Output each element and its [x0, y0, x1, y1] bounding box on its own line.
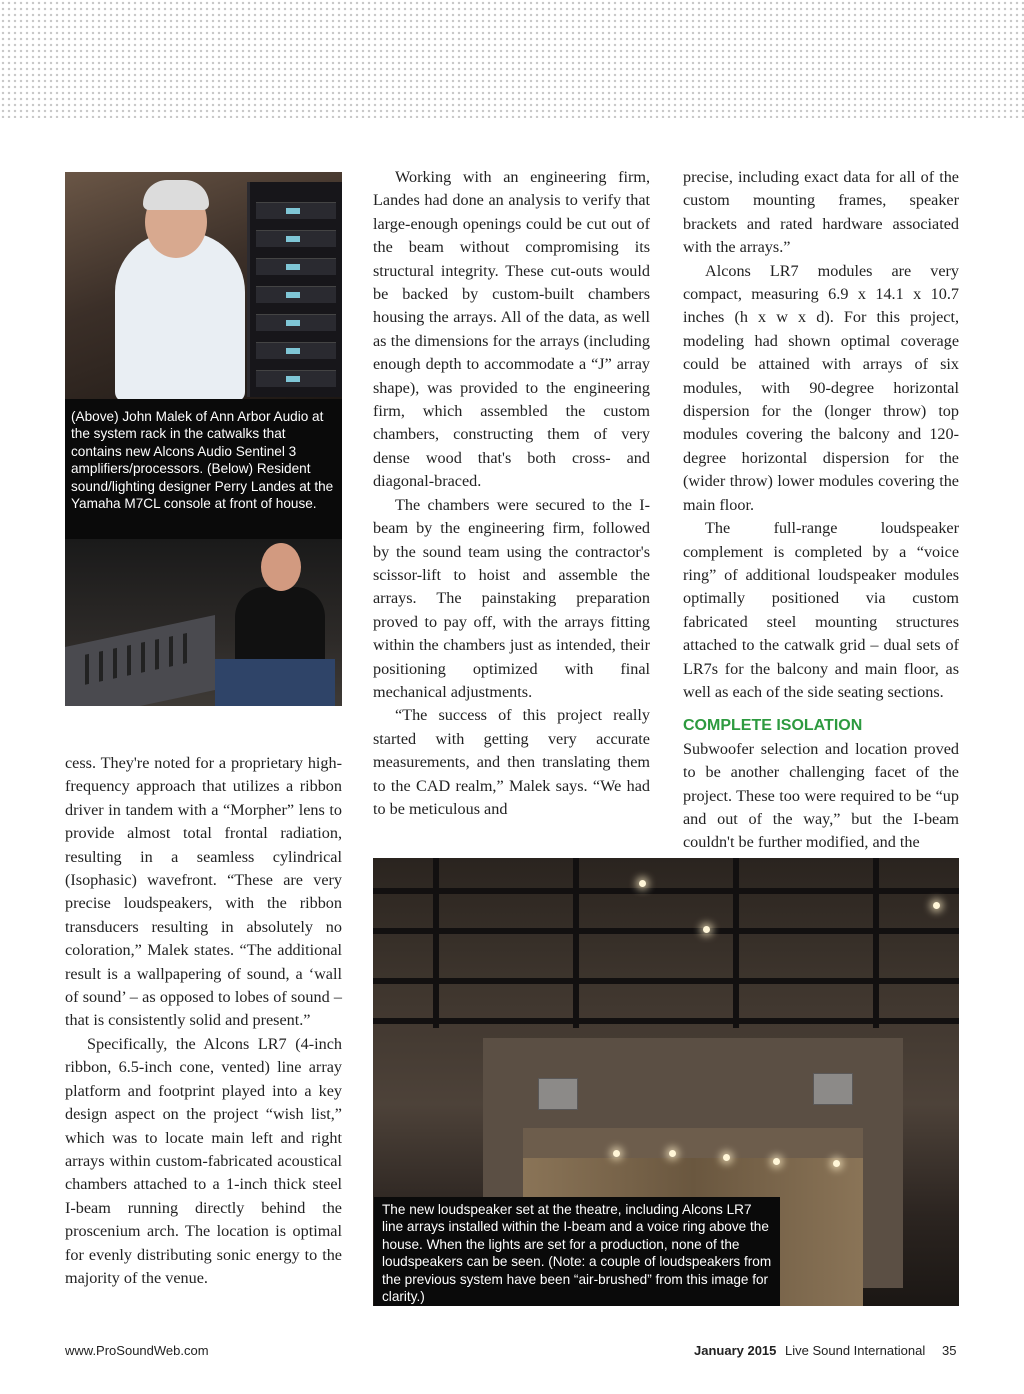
footer-date: January 2015	[694, 1343, 777, 1358]
paragraph: Subwoofer selection and location proved to be another challenging facet of the project. These too were required to be “up and out of the way,” but the I-beam couldn't be further modified, and the	[683, 739, 959, 852]
stage-light	[723, 1154, 730, 1161]
paragraph: Working with an engineering firm, Landes had done an analysis to verify that large-enough openings could be cut out of the beam without compromising its structural integrity. These cut-outs would be backed by custom-built chambers housing the arrays. All of the data, as well as the dimensions for the arrays (including enough depth to accommodate a “J” array shape), was provided to the engineering firm, which assembled the custom chambers, constructing them of very dense wood that's both cross- and diagonal-braced.	[373, 168, 650, 491]
photo-caption-theatre: The new loudspeaker set at the theatre, including Alcons LR7 line arrays installed within the I-beam and a voice ring above the house. When the lights are set for a production, none of the loudspeakers can be seen. (Note: a couple of loudspeakers from the previous system have been “air-brushed” from this image for clarity.)	[374, 1197, 780, 1306]
paragraph: precise, including exact data for all of the custom mounting frames, speaker brackets and rated hardware associated with the arrays.”	[683, 168, 959, 257]
paragraph: cess. They're noted for a proprietary high-frequency approach that utilizes a ribbon driver in tandem with a “Morpher” lens to provide almost total frontal radiation, resulting in a seamless cylindrical (Isophasic) wavefront. “These are very precise loudspeakers, with the ribbon transducers resulting in absolutely no coloration,” Malek states. “The additional result is a wallpapering of sound, a ‘wall of sound’ – as opposed to lobes of sound – that is consistently solid and present.”	[65, 754, 342, 1030]
photo-perry-landes-console	[65, 539, 342, 706]
paragraph: The full-range loudspeaker complement is completed by a “voice ring” of additional loudspeaker modules optimally positioned via custom fabricated steel mounting structures attached to the catwalk grid – dual sets of LR7s for the balcony and main floor, as well as each of the side seating sections.	[683, 519, 959, 701]
paragraph: “The success of this project really started with getting very accurate measurements, and then translating them to the CAD realm,” Malek says. “We had to be meticulous and	[373, 706, 650, 818]
paragraph: The chambers were secured to the I-beam by the engineering firm, followed by the sound team using the contractor's scissor-lift to hoist and assemble the arrays. The painstaking preparation proved to pay off, with the arrays fitting within the chambers just as intended, their positioning optimized with final mechanical adjustments.	[373, 495, 650, 701]
page-number: 35	[942, 1343, 957, 1358]
footer-website: www.ProSoundWeb.com	[65, 1343, 209, 1358]
person-hair	[143, 180, 209, 210]
person-head	[261, 543, 301, 591]
mixing-console	[65, 615, 215, 706]
article-column-3	[683, 166, 959, 855]
dot-pattern-header	[0, 0, 1024, 118]
speaker-chamber-right	[813, 1073, 853, 1105]
stage-light	[703, 926, 710, 933]
footer-magazine: Live Sound International	[785, 1343, 926, 1358]
stage-light	[613, 1150, 620, 1157]
person-jeans	[215, 659, 335, 706]
speaker-chamber-left	[538, 1078, 578, 1110]
stage-light	[833, 1160, 840, 1167]
paragraph: Specifically, the Alcons LR7 (4-inch ribbon, 6.5-inch cone, vented) line array platform and footprint played into a key design aspect on the project “wish list,” which was to locate main left and right arrays within custom-fabricated acoustical chambers attached to a 1-inch thick steel I-beam running directly behind the proscenium arch. The location is optimal for evenly distributing sonic energy to the majority of the venue.	[65, 1034, 342, 1287]
paragraph: Alcons LR7 modules are very compact, measuring 6.9 x 14.1 x 10.7 inches (h x w x d). For this project, modeling had shown optimal coverage could be attained with arrays of six modules, with 90-degree horizontal dispersion for the (longer throw) top modules covering the balcony and 120-degree horizontal dispersion for the (wider throw) lower modules covering the main floor.	[683, 261, 959, 514]
stage-light	[639, 880, 646, 887]
article-column-2	[373, 166, 650, 821]
photo-john-malek-rack	[65, 172, 342, 399]
stage-light	[773, 1158, 780, 1165]
photo-caption-top: (Above) John Malek of Ann Arbor Audio at the system rack in the catwalks that contains new Alcons Audio Sentinel 3 amplifiers/processors. (Below) Resident sound/lighting designer Perry Landes at the Yamaha M7CL console at front of house.	[65, 399, 342, 539]
stage-light	[669, 1150, 676, 1157]
equipment-rack	[247, 182, 342, 397]
article-column-1	[65, 752, 342, 1290]
stage-light	[933, 902, 940, 909]
section-heading: COMPLETE ISOLATION	[683, 717, 863, 735]
